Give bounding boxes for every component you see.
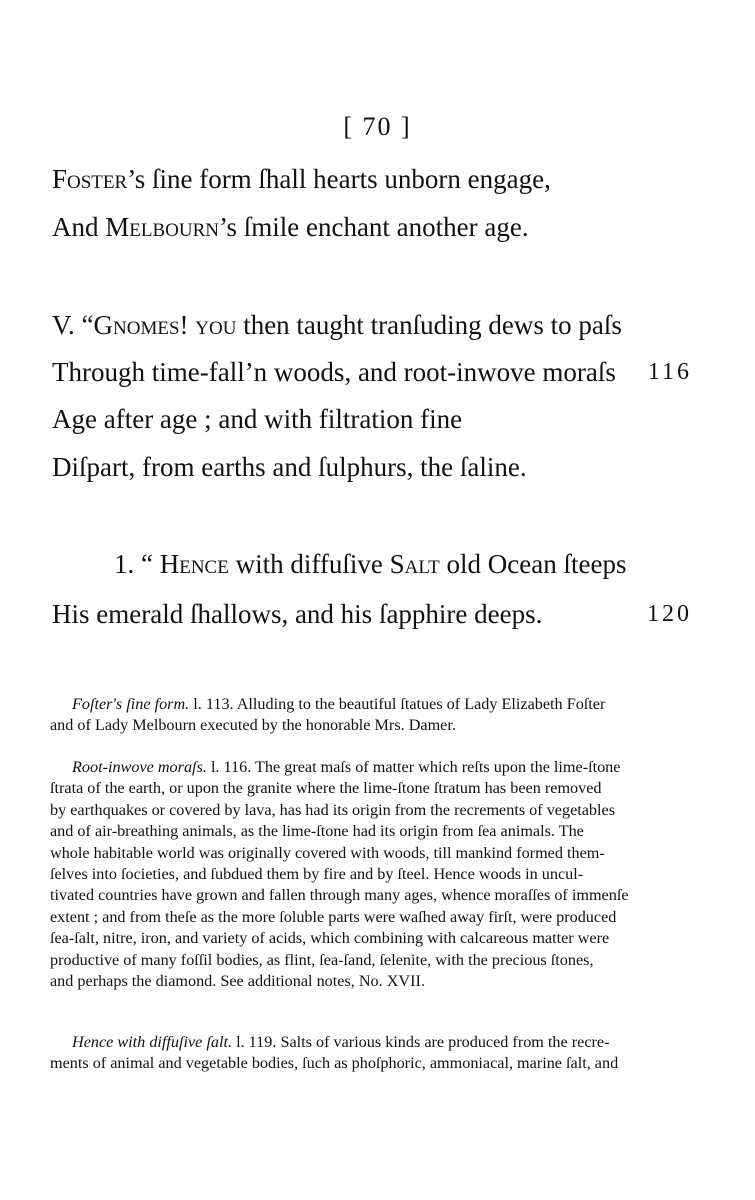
footnote-line: Hence with diffuſive ſalt. l. 119. Salts of various kinds are produced from the recre- (72, 1033, 610, 1051)
footnote-title: Root-inwove moraſs. (72, 758, 207, 776)
footnote-hence (50, 1032, 692, 1075)
footnote-line: Root-inwove moraſs. l. 116. The great maſs of matter which reſts upon the lime-ſtone (72, 758, 621, 776)
verse-line (52, 210, 692, 244)
line-number: 120 (647, 601, 692, 627)
footnote-foster (50, 694, 692, 737)
footnote-title: Hence with diffuſive ſalt. (72, 1033, 233, 1051)
footnote-line: ments of animal and vegetable bodies, ſuch as phoſphoric, ammoniacal, marine ſalt, and (50, 1054, 619, 1073)
footnote-line: and of Lady Melbourn executed by the honorable Mrs. Damer. (50, 716, 456, 735)
verse-text: with diffuſive (228, 549, 390, 579)
footnote-line: and of air-breathing animals, as the lime-ſtone had its origin from ſea animals. The (50, 822, 584, 841)
verse-line (52, 450, 692, 484)
footnote-line: and perhaps the diamond. See additional notes, No. XVII. (50, 972, 425, 991)
verse-text: 1. “ (114, 549, 160, 579)
footnote-line: ſtrata of the earth, or upon the granite where the lime-ſtone ſtratum has been removed (50, 779, 602, 798)
verse-text: His emerald ſhallows, and his ſapphire deeps. (52, 599, 543, 629)
verse-text: ’s ſine form ſhall hearts unborn engage, (127, 164, 551, 194)
verse-text: Diſpart, from earths and ſulphurs, the ſaline. (52, 452, 527, 482)
verse-smallcaps: Foster (52, 164, 128, 194)
line-number: 116 (647, 359, 692, 385)
verse-line (114, 547, 692, 581)
footnote-line: extent ; and from theſe as the more ſoluble parts were waſhed away firſt, were produced (50, 907, 617, 926)
footnote-line: ſelves into ſocieties, and ſubdued them by fire and by ſteel. Hence woods in uncul- (50, 865, 584, 884)
verse-line (52, 355, 692, 389)
footnote-line: tivated countries have grown and fallen through many ages, whence moraſſes of immenſe (50, 886, 629, 905)
verse-line (52, 308, 692, 342)
footnote-title: Foſter's ſine form. (72, 695, 190, 713)
verse-text: ’s ſmile enchant another age. (218, 212, 529, 242)
footnote-line: whole habitable world was originally covered with woods, till mankind formed them- (50, 843, 605, 862)
verse-text: V. “ (52, 310, 94, 340)
verse-smallcaps: Melbourn (105, 212, 219, 242)
footnote-line: ſea-ſalt, nitre, iron, and variety of acids, which combining with calcareous matter were (50, 929, 610, 948)
page-number: [ 70 ] (343, 112, 412, 141)
verse-text: Through time-fall’n woods, and root-inwove moraſs (52, 357, 616, 387)
verse-text: old Ocean ſteeps (439, 549, 627, 579)
verse-smallcaps: Salt (389, 549, 440, 579)
footnote-root-inwove (50, 757, 692, 992)
verse-text: And (52, 212, 106, 242)
verse-smallcaps: Hence (159, 549, 229, 579)
verse-line (52, 597, 692, 631)
footnote-line: Foſter's ſine form. l. 113. Alluding to the beautiful ſtatues of Lady Elizabeth Foſter (72, 695, 606, 713)
verse-text: then taught tranſuding dews to paſs (236, 310, 622, 340)
verse-text: Age after age ; and with filtration fine (52, 404, 463, 434)
footnote-line: by earthquakes or covered by lava, has had its origin from the recrements of vegetables (50, 800, 616, 819)
verse-smallcaps: Gnomes! you (93, 310, 237, 340)
verse-line (52, 402, 692, 436)
verse-line (52, 162, 692, 196)
footnote-line: productive of many foſſil bodies, as flint, ſea-ſand, ſelenite, with the precious ſtones, (50, 950, 594, 969)
